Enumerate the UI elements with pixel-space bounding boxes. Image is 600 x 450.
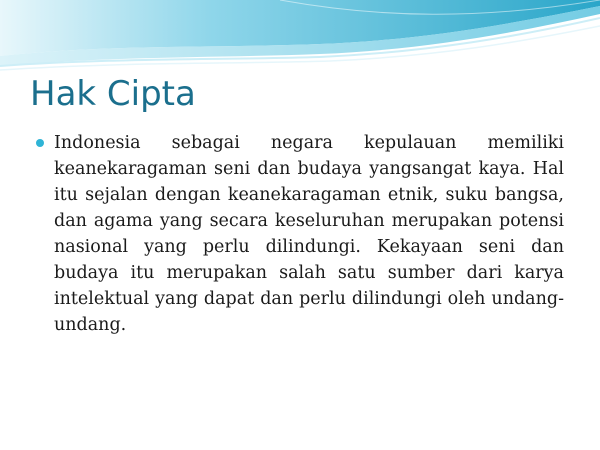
wave-header-decoration [0, 0, 600, 80]
bullet-text: Indonesia sebagai negara kepulauan memiliki keanekaragaman seni dan budaya yangsangat kaya. Hal itu sejalan dengan keanekaragaman etnik, suku bangsa, dan agama yang secara keseluruhan merupakan potensi nasional yang perlu dilindungi. Kekayaan seni dan budaya itu merupakan salah satu sumber dari karya intelektual yang dapat dan perlu dilindungi oleh undang-undang. [54, 133, 564, 335]
bullet-dot-icon [36, 139, 44, 147]
bullet-item [34, 130, 564, 338]
slide-content [34, 130, 564, 338]
slide-title: Hak Cipta [30, 74, 196, 114]
